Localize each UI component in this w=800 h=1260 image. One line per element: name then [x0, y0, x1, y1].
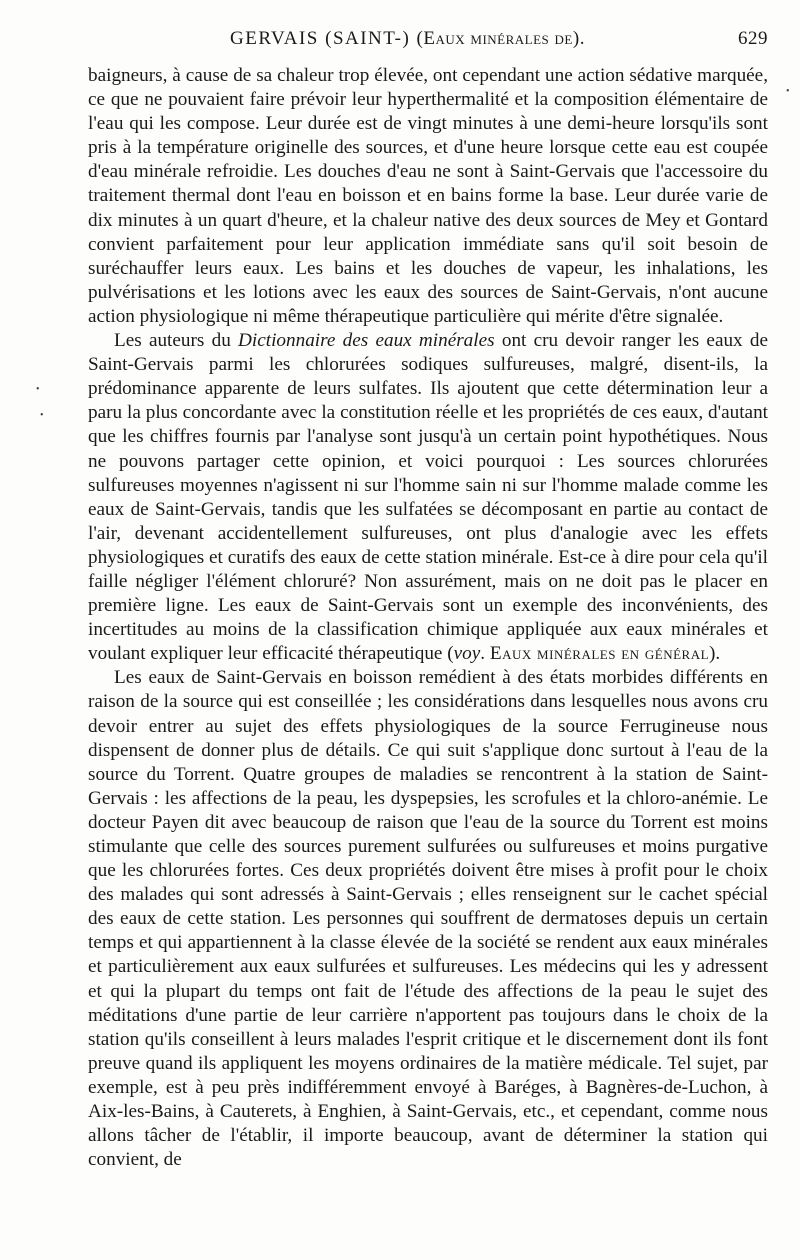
- text-run: baigneurs, à cause de sa chaleur trop élevée, ont cependant une action sédative marquée, ce que ne pouvaient faire prévoir leur hyperthermalité et la composition élémentaire de l'eau qui les compose. Leur durée est de vingt minutes à une demi-heure lorsqu'ils sont pris à la température originelle des sources, et d'une heure lorsque cette eau est coupée d'eau minérale refroidie. Les douches d'eau ne sont à Saint-Gervais que l'accessoire du traitement thermal dont l'eau en boisson et en bains forme la base. Leur durée varie de dix minutes à un quart d'heure, et la chaleur native des deux sources de Mey et Gontard convient parfaitement pour leur application immédiate sans qu'il soit besoin de suréchauffer leurs eaux. Les bains et les douches de vapeur, les inhalations, les pulvérisations et les lotions avec les eaux des sources de Saint-Gervais, n'ont aucune action physiologique ni même thérapeutique particulière qui mérite d'être signalée.: [88, 65, 768, 327]
- italic-text: voy: [453, 643, 481, 665]
- text-run: Les auteurs du: [114, 330, 239, 352]
- running-title-parenthetical: (Eaux minérales de).: [416, 28, 585, 49]
- running-title: [230, 28, 585, 50]
- running-title-main: GERVAIS (SAINT-): [230, 28, 417, 49]
- page-header: [88, 28, 768, 54]
- smallcaps-text: Eaux minérales en général: [489, 643, 710, 665]
- paragraph: [88, 64, 768, 329]
- text-run: ont cru devoir ranger les eaux de Saint-Gervais parmi les chlorurées sodiques sulfureuses, malgré, disent-ils, la prédominance apparente de leurs sulfates. Ils ajoutent que cette détermination leur a paru la plus concordante avec la constitution réelle et les propriétés de ces eaux, d'autant que les chiffres fournis par l'analyse sont jusqu'à un certain point hypothétiques. Nous ne pouvons partager cette opinion, et voici pourquoi : Les sources chlorurées sulfureuses moyennes n'agissent ni sur l'homme sain ni sur l'homme malade comme les eaux de Saint-Gervais, tandis que les sulfatées se décomposant en partie au contact de l'air, devenant accidentellement sulfureuses, ont plus d'analogie avec les effets physiologiques et curatifs des eaux de cette station minérale. Est-ce à dire pour cela qu'il faille négliger l'élément chloruré? Non assurément, mais on ne doit pas le placer en première ligne. Les eaux de Saint-Gervais sont un exemple des inconvénients, des incertitudes au moins de la classification chimique appliquée aux eaux minérales et voulant expliquer leur efficacité thérapeutique (: [88, 330, 769, 665]
- body-text: [88, 64, 768, 1172]
- page-number: 629: [738, 28, 768, 49]
- paragraph: [88, 329, 768, 666]
- text-run: Les eaux de Saint-Gervais en boisson remédient à des états morbides différents en raison de la source qui est conseillée ; les considérations dans lesquelles nous avons cru devoir entrer au sujet des effets physiologiques de la source Ferrugineuse nous dispensent de donner plus de détails. Ce qui suit s'applique donc surtout à l'eau de la source du Torrent. Quatre groupes de maladies se rencontrent à la station de Saint-Gervais : les affections de la peau, les dyspepsies, les scrofules et la chloro-anémie. Le docteur Payen dit avec beaucoup de raison que l'eau de la source du Torrent est moins stimulante que celle des sources purement sulfurées ou sulfureuses et moins purgative que les chlorurées fortes. Ces deux propriétés doivent être mises à profit pour le choix des malades qui sont adressés à Saint-Gervais ; elles renseignent sur le cachet spécial des eaux de cette station. Les personnes qui souffrent de dermatoses depuis un certain temps et qui appartiennent à la classe élevée de la société se rendent aux eaux minérales et particulièrement aux eaux sulfurées et sulfureuses. Les médecins qui les y adressent et qui la plupart du temps ont fait de l'étude des affections de la peau le sujet des méditations d'une partie de leur carrière n'apportent pas toujours dans le choix de la station qu'ils conseillent à leurs malades l'esprit critique et le discernement dont ils font preuve quand ils appliquent les moyens ordinaires de la matière médicale. Tel sujet, par exemple, est à peu près indifféremment envoyé à Baréges, à Bagnères-de-Luchon, à Aix-les-Bains, à Cauterets, à Enghien, à Saint-Gervais, etc., et cependant, comme nous allons tâcher de l'établir, il importe beaucoup, avant de déterminer la station qui convient, de: [88, 667, 768, 1171]
- italic-text: Dictionnaire des eaux minérales: [238, 330, 495, 352]
- paragraph: [88, 666, 768, 1172]
- margin-dot: •: [786, 86, 790, 97]
- text-run: ).: [709, 643, 721, 665]
- text-run: .: [480, 643, 490, 665]
- margin-dot: •: [36, 384, 40, 395]
- margin-dot: •: [40, 410, 44, 421]
